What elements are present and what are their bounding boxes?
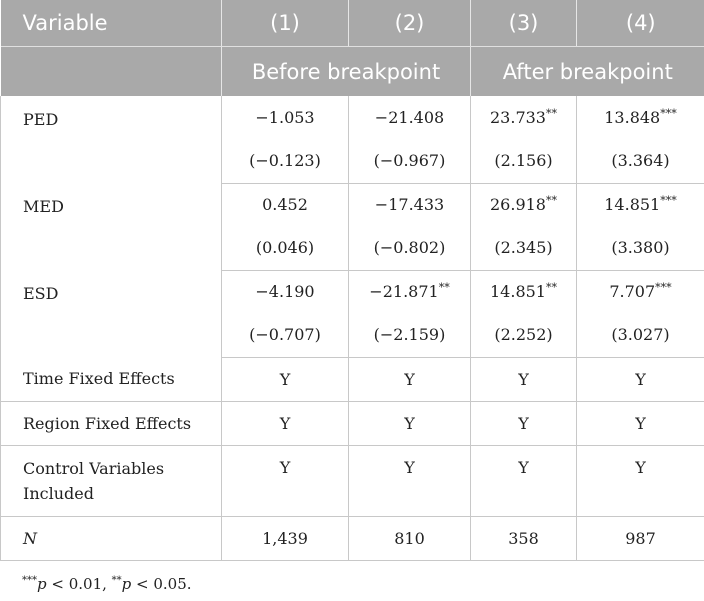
- cell: (−0.707): [222, 313, 349, 357]
- row-label-time-fe: Time Fixed Effects: [1, 357, 222, 401]
- row-label-controls: Control Variables Included: [1, 445, 222, 516]
- cell: (−0.802): [349, 226, 471, 270]
- significance-note: ***p < 0.01, **p < 0.05.: [22, 575, 192, 593]
- cell: Y: [222, 445, 349, 516]
- cell: 987: [577, 516, 704, 560]
- cell: (3.380): [577, 226, 704, 270]
- group-after-breakpoint: After breakpoint: [471, 47, 704, 97]
- table-row-controls: [1, 445, 704, 516]
- cell: (2.156): [471, 139, 577, 183]
- table-row-time-fe: [1, 357, 704, 401]
- cell: (3.027): [577, 313, 704, 357]
- col-header-2: (2): [349, 0, 471, 47]
- cell: 14.851***: [577, 183, 704, 226]
- cell: 14.851**: [471, 270, 577, 313]
- cell: 0.452: [222, 183, 349, 226]
- variable-header: Variable: [1, 0, 222, 47]
- cell: −4.190: [222, 270, 349, 313]
- cell: (−0.123): [222, 139, 349, 183]
- cell: 26.918**: [471, 183, 577, 226]
- cell: Y: [222, 401, 349, 445]
- cell: Y: [349, 357, 471, 401]
- table-row-med-coef: [1, 183, 704, 226]
- group-before-breakpoint: Before breakpoint: [222, 47, 471, 97]
- row-label-n: N: [1, 516, 222, 560]
- cell: −17.433: [349, 183, 471, 226]
- cell: (−0.967): [349, 139, 471, 183]
- cell: 358: [471, 516, 577, 560]
- cell: Y: [471, 445, 577, 516]
- table-row-n: [1, 516, 704, 560]
- header-row-columns: [1, 0, 704, 47]
- col-header-1: (1): [222, 0, 349, 47]
- row-label-med: MED: [1, 183, 222, 270]
- cell: (−2.159): [349, 313, 471, 357]
- row-label-ped: PED: [1, 96, 222, 183]
- cell: 1,439: [222, 516, 349, 560]
- cell: (2.252): [471, 313, 577, 357]
- cell: Y: [577, 401, 704, 445]
- row-label-region-fe: Region Fixed Effects: [1, 401, 222, 445]
- cell: Y: [577, 357, 704, 401]
- cell: −1.053: [222, 96, 349, 139]
- cell: (0.046): [222, 226, 349, 270]
- cell: Y: [471, 401, 577, 445]
- col-header-4: (4): [577, 0, 704, 47]
- table-row-esd-coef: [1, 270, 704, 313]
- header-blank: [1, 47, 222, 97]
- cell: 13.848***: [577, 96, 704, 139]
- cell: (3.364): [577, 139, 704, 183]
- cell: Y: [471, 357, 577, 401]
- cell: Y: [349, 401, 471, 445]
- row-label-esd: ESD: [1, 270, 222, 357]
- cell: (2.345): [471, 226, 577, 270]
- table-row-region-fe: [1, 401, 704, 445]
- cell: Y: [577, 445, 704, 516]
- cell: Y: [349, 445, 471, 516]
- header-row-groups: [1, 47, 704, 97]
- cell: 7.707***: [577, 270, 704, 313]
- cell: −21.408: [349, 96, 471, 139]
- cell: Y: [222, 357, 349, 401]
- cell: 23.733**: [471, 96, 577, 139]
- col-header-3: (3): [471, 0, 577, 47]
- cell: −21.871**: [349, 270, 471, 313]
- cell: 810: [349, 516, 471, 560]
- table-row-ped-coef: [1, 96, 704, 139]
